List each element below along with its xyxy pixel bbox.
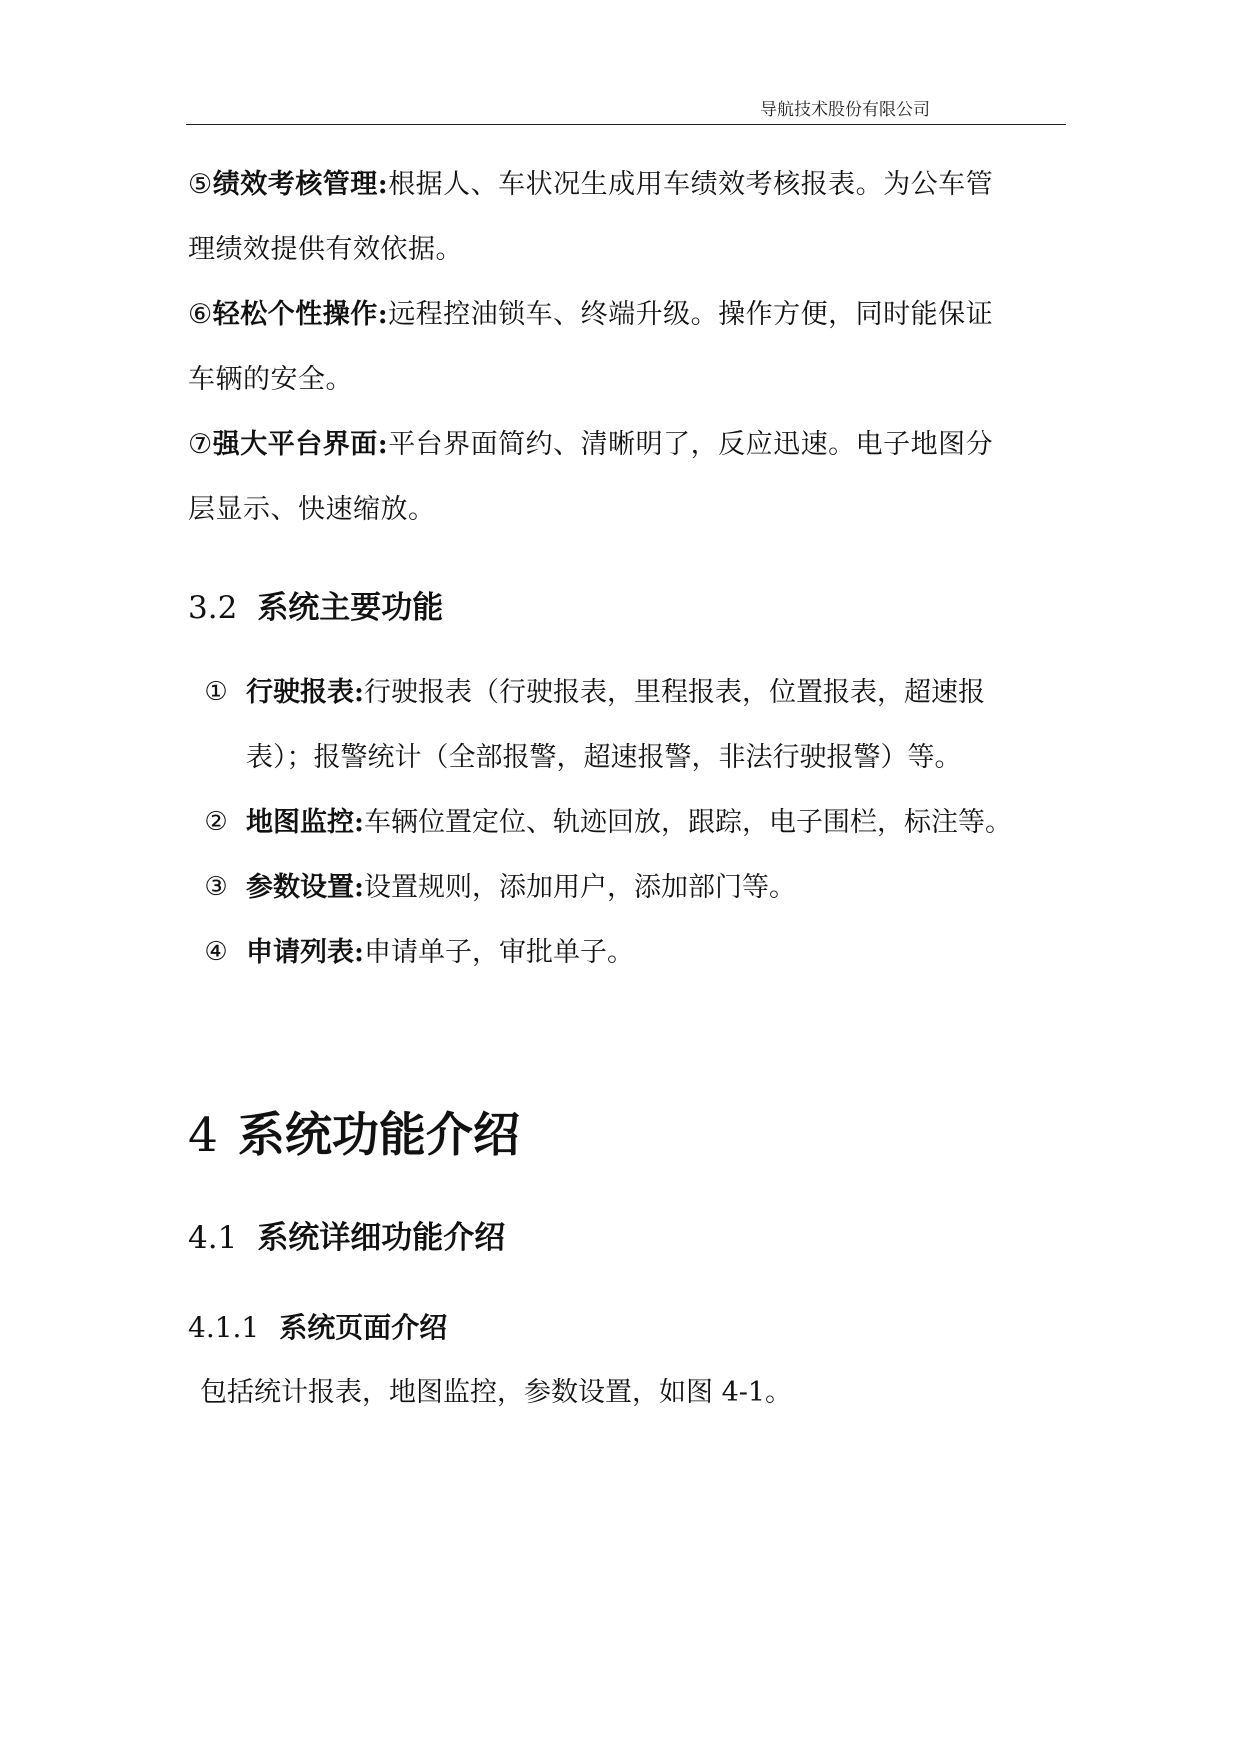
- subsection-heading: [188, 1306, 447, 1346]
- item-label: 轻松个性操作:: [212, 299, 389, 330]
- item-label: 参数设置:: [246, 872, 364, 903]
- feature-item: [188, 412, 1068, 542]
- feature-item: [188, 152, 1068, 282]
- item-text: 申请单子，审批单子。: [363, 937, 634, 968]
- chapter-number: 4: [188, 1108, 218, 1163]
- section-number: 4.1: [188, 1220, 238, 1256]
- subsection-number: 4.1.1: [188, 1311, 260, 1344]
- function-item: [200, 920, 1070, 985]
- item-text-cont: 理绩效提供有效依据。: [188, 234, 463, 265]
- item-label: 行驶报表:: [246, 677, 364, 708]
- intro-paragraph: 包括统计报表，地图监控，参数设置，如图 4-1。: [200, 1377, 793, 1408]
- subsection-title: 系统页面介绍: [279, 1311, 448, 1344]
- company-name: 导航技术股份有限公司: [760, 100, 930, 120]
- item-label: 申请列表:: [246, 937, 364, 968]
- item-text: 设置规则，添加用户，添加部门等。: [363, 872, 796, 903]
- section-heading: [188, 582, 443, 627]
- item-marker: ⑥: [188, 299, 213, 330]
- chapter-title: 系统功能介绍: [237, 1108, 520, 1163]
- item-text-cont: 车辆的安全。: [188, 364, 353, 395]
- item-marker: ③: [204, 872, 228, 902]
- function-item: [200, 790, 1070, 855]
- item-text: 行驶报表（行驶报表，里程报表，位置报表，超速报: [363, 677, 985, 708]
- feature-item: [188, 282, 1068, 412]
- section-number: 3.2: [188, 590, 238, 626]
- page-header: [186, 92, 1066, 125]
- item-text: 车辆位置定位、轨迹回放，跟踪，电子围栏，标注等。: [363, 807, 1012, 838]
- item-text-cont: 表）；报警统计（全部报警，超速报警，非法行驶报警）等。: [246, 742, 962, 773]
- item-marker: ④: [204, 937, 228, 967]
- item-marker: ⑦: [188, 429, 213, 460]
- chapter-heading: [188, 1098, 520, 1165]
- item-text: 远程控油锁车、终端升级。操作方便，同时能保证: [388, 299, 994, 330]
- item-text: 平台界面简约、清晰明了，反应迅速。电子地图分: [388, 429, 994, 460]
- item-marker: ②: [204, 807, 228, 837]
- function-item: [200, 660, 1070, 790]
- item-text: 根据人、车状况生成用车绩效考核报表。为公车管: [388, 169, 994, 200]
- item-marker: ⑤: [188, 169, 213, 200]
- function-item: [200, 855, 1070, 920]
- item-label: 地图监控:: [246, 807, 364, 838]
- item-label: 强大平台界面:: [212, 429, 389, 460]
- section-title: 系统详细功能介绍: [257, 1220, 506, 1256]
- item-label: 绩效考核管理:: [212, 169, 389, 200]
- section-title: 系统主要功能: [257, 590, 444, 626]
- item-marker: ①: [204, 677, 228, 707]
- item-text-cont: 层显示、快速缩放。: [188, 494, 436, 525]
- section-heading: [188, 1212, 505, 1257]
